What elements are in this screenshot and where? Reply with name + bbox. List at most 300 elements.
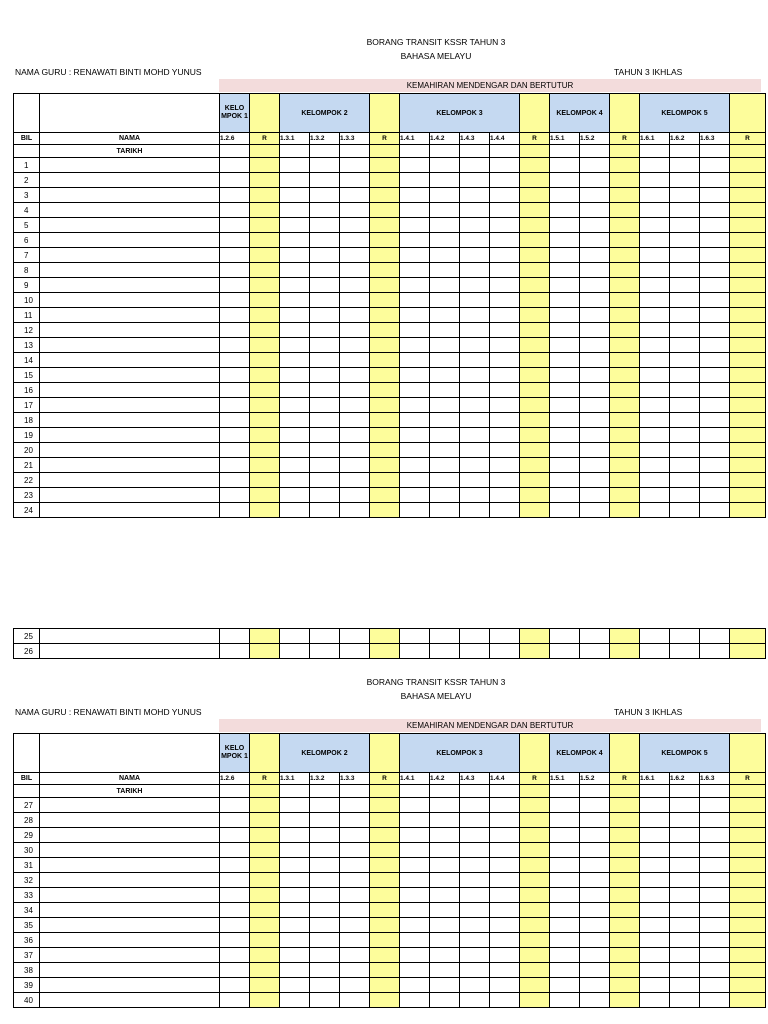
r-score-cell[interactable] <box>520 353 550 368</box>
tarikh-cell[interactable] <box>310 785 340 798</box>
r-score-cell[interactable] <box>730 188 766 203</box>
r-score-cell[interactable] <box>250 278 280 293</box>
r-score-cell[interactable] <box>520 473 550 488</box>
score-cell[interactable] <box>430 933 460 948</box>
score-cell[interactable] <box>280 933 310 948</box>
score-cell[interactable] <box>280 503 310 518</box>
score-cell[interactable] <box>490 903 520 918</box>
score-cell[interactable] <box>280 843 310 858</box>
score-cell[interactable] <box>400 323 430 338</box>
r-score-cell[interactable] <box>730 158 766 173</box>
score-cell[interactable] <box>430 993 460 1008</box>
score-cell[interactable] <box>550 368 580 383</box>
score-cell[interactable] <box>310 978 340 993</box>
r-score-cell[interactable] <box>610 293 640 308</box>
student-name-cell[interactable] <box>40 293 220 308</box>
score-cell[interactable] <box>700 413 730 428</box>
score-cell[interactable] <box>580 383 610 398</box>
r-score-cell[interactable] <box>730 458 766 473</box>
r-score-cell[interactable] <box>250 843 280 858</box>
score-cell[interactable] <box>490 398 520 413</box>
score-cell[interactable] <box>310 963 340 978</box>
score-cell[interactable] <box>580 413 610 428</box>
score-cell[interactable] <box>430 188 460 203</box>
r-score-cell[interactable] <box>370 458 400 473</box>
score-cell[interactable] <box>280 188 310 203</box>
score-cell[interactable] <box>700 188 730 203</box>
score-cell[interactable] <box>550 278 580 293</box>
score-cell[interactable] <box>580 173 610 188</box>
student-name-cell[interactable] <box>40 798 220 813</box>
score-cell[interactable] <box>490 503 520 518</box>
tarikh-cell[interactable] <box>700 785 730 798</box>
score-cell[interactable] <box>430 413 460 428</box>
score-cell[interactable] <box>280 644 310 659</box>
score-cell[interactable] <box>220 978 250 993</box>
score-cell[interactable] <box>400 828 430 843</box>
score-cell[interactable] <box>550 218 580 233</box>
score-cell[interactable] <box>310 443 340 458</box>
score-cell[interactable] <box>700 158 730 173</box>
r-score-cell[interactable] <box>370 413 400 428</box>
score-cell[interactable] <box>340 993 370 1008</box>
score-cell[interactable] <box>490 413 520 428</box>
score-cell[interactable] <box>700 473 730 488</box>
score-cell[interactable] <box>490 458 520 473</box>
tarikh-cell[interactable] <box>640 145 670 158</box>
r-score-cell[interactable] <box>610 963 640 978</box>
r-score-cell[interactable] <box>730 933 766 948</box>
score-cell[interactable] <box>400 188 430 203</box>
score-cell[interactable] <box>400 978 430 993</box>
score-cell[interactable] <box>580 188 610 203</box>
r-score-cell[interactable] <box>250 383 280 398</box>
r-score-cell[interactable] <box>520 993 550 1008</box>
score-cell[interactable] <box>220 368 250 383</box>
tarikh-cell[interactable] <box>610 145 640 158</box>
r-score-cell[interactable] <box>250 458 280 473</box>
score-cell[interactable] <box>550 263 580 278</box>
score-cell[interactable] <box>310 873 340 888</box>
score-cell[interactable] <box>460 798 490 813</box>
r-score-cell[interactable] <box>730 428 766 443</box>
score-cell[interactable] <box>400 443 430 458</box>
score-cell[interactable] <box>700 383 730 398</box>
score-cell[interactable] <box>550 963 580 978</box>
score-cell[interactable] <box>340 323 370 338</box>
score-cell[interactable] <box>580 233 610 248</box>
r-score-cell[interactable] <box>370 428 400 443</box>
score-cell[interactable] <box>640 293 670 308</box>
score-cell[interactable] <box>310 903 340 918</box>
score-cell[interactable] <box>340 488 370 503</box>
score-cell[interactable] <box>700 203 730 218</box>
score-cell[interactable] <box>670 413 700 428</box>
score-cell[interactable] <box>310 798 340 813</box>
score-cell[interactable] <box>310 203 340 218</box>
score-cell[interactable] <box>580 488 610 503</box>
score-cell[interactable] <box>580 458 610 473</box>
r-score-cell[interactable] <box>730 473 766 488</box>
r-score-cell[interactable] <box>370 888 400 903</box>
score-cell[interactable] <box>580 218 610 233</box>
r-score-cell[interactable] <box>610 888 640 903</box>
score-cell[interactable] <box>340 428 370 443</box>
student-name-cell[interactable] <box>40 158 220 173</box>
r-score-cell[interactable] <box>370 188 400 203</box>
score-cell[interactable] <box>460 278 490 293</box>
r-score-cell[interactable] <box>610 428 640 443</box>
score-cell[interactable] <box>280 903 310 918</box>
score-cell[interactable] <box>280 978 310 993</box>
r-score-cell[interactable] <box>730 413 766 428</box>
score-cell[interactable] <box>700 443 730 458</box>
student-name-cell[interactable] <box>40 428 220 443</box>
r-score-cell[interactable] <box>250 233 280 248</box>
r-score-cell[interactable] <box>730 918 766 933</box>
score-cell[interactable] <box>640 993 670 1008</box>
r-score-cell[interactable] <box>250 918 280 933</box>
r-score-cell[interactable] <box>610 443 640 458</box>
r-score-cell[interactable] <box>520 933 550 948</box>
score-cell[interactable] <box>280 798 310 813</box>
score-cell[interactable] <box>460 828 490 843</box>
score-cell[interactable] <box>400 918 430 933</box>
score-cell[interactable] <box>700 338 730 353</box>
score-cell[interactable] <box>490 383 520 398</box>
score-cell[interactable] <box>490 278 520 293</box>
score-cell[interactable] <box>700 858 730 873</box>
score-cell[interactable] <box>460 644 490 659</box>
student-name-cell[interactable] <box>40 873 220 888</box>
score-cell[interactable] <box>430 248 460 263</box>
score-cell[interactable] <box>670 368 700 383</box>
tarikh-cell[interactable] <box>520 145 550 158</box>
score-cell[interactable] <box>460 428 490 443</box>
r-score-cell[interactable] <box>610 368 640 383</box>
r-score-cell[interactable] <box>370 203 400 218</box>
r-score-cell[interactable] <box>610 263 640 278</box>
score-cell[interactable] <box>430 173 460 188</box>
r-score-cell[interactable] <box>250 629 280 644</box>
score-cell[interactable] <box>670 473 700 488</box>
score-cell[interactable] <box>400 278 430 293</box>
student-name-cell[interactable] <box>40 503 220 518</box>
r-score-cell[interactable] <box>370 828 400 843</box>
score-cell[interactable] <box>310 993 340 1008</box>
score-cell[interactable] <box>580 798 610 813</box>
score-cell[interactable] <box>400 458 430 473</box>
score-cell[interactable] <box>580 503 610 518</box>
score-cell[interactable] <box>400 629 430 644</box>
score-cell[interactable] <box>670 993 700 1008</box>
r-score-cell[interactable] <box>370 488 400 503</box>
score-cell[interactable] <box>550 503 580 518</box>
score-cell[interactable] <box>670 828 700 843</box>
score-cell[interactable] <box>220 428 250 443</box>
score-cell[interactable] <box>310 813 340 828</box>
score-cell[interactable] <box>340 263 370 278</box>
score-cell[interactable] <box>580 248 610 263</box>
score-cell[interactable] <box>460 368 490 383</box>
r-score-cell[interactable] <box>370 948 400 963</box>
score-cell[interactable] <box>580 644 610 659</box>
score-cell[interactable] <box>490 843 520 858</box>
score-cell[interactable] <box>340 933 370 948</box>
r-score-cell[interactable] <box>610 233 640 248</box>
score-cell[interactable] <box>670 158 700 173</box>
score-cell[interactable] <box>580 843 610 858</box>
score-cell[interactable] <box>340 158 370 173</box>
student-name-cell[interactable] <box>40 383 220 398</box>
score-cell[interactable] <box>490 158 520 173</box>
score-cell[interactable] <box>550 443 580 458</box>
score-cell[interactable] <box>640 368 670 383</box>
tarikh-cell[interactable] <box>490 145 520 158</box>
r-score-cell[interactable] <box>520 813 550 828</box>
score-cell[interactable] <box>670 963 700 978</box>
score-cell[interactable] <box>640 644 670 659</box>
tarikh-cell[interactable] <box>340 145 370 158</box>
score-cell[interactable] <box>580 918 610 933</box>
score-cell[interactable] <box>220 948 250 963</box>
tarikh-cell[interactable] <box>670 785 700 798</box>
score-cell[interactable] <box>550 843 580 858</box>
score-cell[interactable] <box>430 458 460 473</box>
r-score-cell[interactable] <box>730 278 766 293</box>
score-cell[interactable] <box>550 233 580 248</box>
score-cell[interactable] <box>310 933 340 948</box>
score-cell[interactable] <box>310 503 340 518</box>
score-cell[interactable] <box>400 173 430 188</box>
score-cell[interactable] <box>640 278 670 293</box>
score-cell[interactable] <box>640 813 670 828</box>
r-score-cell[interactable] <box>610 353 640 368</box>
score-cell[interactable] <box>430 888 460 903</box>
score-cell[interactable] <box>700 798 730 813</box>
tarikh-cell[interactable] <box>370 785 400 798</box>
score-cell[interactable] <box>700 488 730 503</box>
r-score-cell[interactable] <box>520 918 550 933</box>
score-cell[interactable] <box>640 338 670 353</box>
r-score-cell[interactable] <box>250 398 280 413</box>
score-cell[interactable] <box>640 353 670 368</box>
score-cell[interactable] <box>340 503 370 518</box>
r-score-cell[interactable] <box>730 173 766 188</box>
r-score-cell[interactable] <box>370 978 400 993</box>
score-cell[interactable] <box>640 188 670 203</box>
score-cell[interactable] <box>580 203 610 218</box>
r-score-cell[interactable] <box>370 338 400 353</box>
r-score-cell[interactable] <box>250 488 280 503</box>
score-cell[interactable] <box>670 188 700 203</box>
tarikh-cell[interactable] <box>220 145 250 158</box>
r-score-cell[interactable] <box>250 203 280 218</box>
score-cell[interactable] <box>310 383 340 398</box>
score-cell[interactable] <box>460 503 490 518</box>
r-score-cell[interactable] <box>730 828 766 843</box>
r-score-cell[interactable] <box>520 188 550 203</box>
tarikh-cell[interactable] <box>730 785 766 798</box>
tarikh-cell[interactable] <box>310 145 340 158</box>
score-cell[interactable] <box>580 293 610 308</box>
r-score-cell[interactable] <box>730 858 766 873</box>
score-cell[interactable] <box>580 963 610 978</box>
r-score-cell[interactable] <box>370 173 400 188</box>
score-cell[interactable] <box>220 798 250 813</box>
score-cell[interactable] <box>640 158 670 173</box>
score-cell[interactable] <box>490 188 520 203</box>
score-cell[interactable] <box>310 488 340 503</box>
score-cell[interactable] <box>670 644 700 659</box>
score-cell[interactable] <box>220 233 250 248</box>
score-cell[interactable] <box>400 293 430 308</box>
r-score-cell[interactable] <box>610 338 640 353</box>
tarikh-cell[interactable] <box>340 785 370 798</box>
r-score-cell[interactable] <box>370 383 400 398</box>
score-cell[interactable] <box>340 218 370 233</box>
r-score-cell[interactable] <box>250 473 280 488</box>
score-cell[interactable] <box>670 629 700 644</box>
score-cell[interactable] <box>340 338 370 353</box>
score-cell[interactable] <box>580 308 610 323</box>
r-score-cell[interactable] <box>520 368 550 383</box>
score-cell[interactable] <box>550 473 580 488</box>
r-score-cell[interactable] <box>250 353 280 368</box>
r-score-cell[interactable] <box>610 188 640 203</box>
r-score-cell[interactable] <box>730 218 766 233</box>
score-cell[interactable] <box>400 644 430 659</box>
r-score-cell[interactable] <box>250 443 280 458</box>
score-cell[interactable] <box>340 948 370 963</box>
score-cell[interactable] <box>670 888 700 903</box>
tarikh-cell[interactable] <box>460 785 490 798</box>
score-cell[interactable] <box>430 398 460 413</box>
score-cell[interactable] <box>580 323 610 338</box>
score-cell[interactable] <box>400 218 430 233</box>
score-cell[interactable] <box>220 828 250 843</box>
score-cell[interactable] <box>280 473 310 488</box>
score-cell[interactable] <box>580 813 610 828</box>
score-cell[interactable] <box>490 443 520 458</box>
score-cell[interactable] <box>490 248 520 263</box>
score-cell[interactable] <box>430 278 460 293</box>
score-cell[interactable] <box>640 629 670 644</box>
r-score-cell[interactable] <box>250 368 280 383</box>
r-score-cell[interactable] <box>730 398 766 413</box>
score-cell[interactable] <box>310 948 340 963</box>
score-cell[interactable] <box>310 188 340 203</box>
score-cell[interactable] <box>340 278 370 293</box>
score-cell[interactable] <box>460 203 490 218</box>
score-cell[interactable] <box>460 338 490 353</box>
r-score-cell[interactable] <box>730 233 766 248</box>
score-cell[interactable] <box>430 293 460 308</box>
score-cell[interactable] <box>700 888 730 903</box>
student-name-cell[interactable] <box>40 993 220 1008</box>
score-cell[interactable] <box>460 458 490 473</box>
score-cell[interactable] <box>280 158 310 173</box>
score-cell[interactable] <box>310 843 340 858</box>
r-score-cell[interactable] <box>730 368 766 383</box>
score-cell[interactable] <box>430 828 460 843</box>
score-cell[interactable] <box>220 644 250 659</box>
score-cell[interactable] <box>700 278 730 293</box>
r-score-cell[interactable] <box>520 323 550 338</box>
score-cell[interactable] <box>340 858 370 873</box>
score-cell[interactable] <box>460 488 490 503</box>
score-cell[interactable] <box>460 248 490 263</box>
r-score-cell[interactable] <box>610 173 640 188</box>
score-cell[interactable] <box>550 978 580 993</box>
score-cell[interactable] <box>580 368 610 383</box>
score-cell[interactable] <box>490 813 520 828</box>
r-score-cell[interactable] <box>730 629 766 644</box>
score-cell[interactable] <box>670 948 700 963</box>
score-cell[interactable] <box>430 629 460 644</box>
r-score-cell[interactable] <box>610 993 640 1008</box>
score-cell[interactable] <box>550 158 580 173</box>
score-cell[interactable] <box>460 843 490 858</box>
r-score-cell[interactable] <box>250 978 280 993</box>
score-cell[interactable] <box>700 233 730 248</box>
score-cell[interactable] <box>400 503 430 518</box>
score-cell[interactable] <box>220 383 250 398</box>
score-cell[interactable] <box>460 813 490 828</box>
score-cell[interactable] <box>670 218 700 233</box>
student-name-cell[interactable] <box>40 933 220 948</box>
r-score-cell[interactable] <box>250 323 280 338</box>
r-score-cell[interactable] <box>250 644 280 659</box>
score-cell[interactable] <box>310 353 340 368</box>
score-cell[interactable] <box>460 473 490 488</box>
score-cell[interactable] <box>490 263 520 278</box>
score-cell[interactable] <box>310 263 340 278</box>
score-cell[interactable] <box>670 278 700 293</box>
r-score-cell[interactable] <box>610 323 640 338</box>
r-score-cell[interactable] <box>520 978 550 993</box>
score-cell[interactable] <box>340 443 370 458</box>
r-score-cell[interactable] <box>520 173 550 188</box>
score-cell[interactable] <box>280 888 310 903</box>
tarikh-cell[interactable] <box>550 785 580 798</box>
score-cell[interactable] <box>580 443 610 458</box>
r-score-cell[interactable] <box>250 338 280 353</box>
tarikh-cell[interactable] <box>280 785 310 798</box>
score-cell[interactable] <box>460 173 490 188</box>
score-cell[interactable] <box>550 308 580 323</box>
r-score-cell[interactable] <box>610 629 640 644</box>
score-cell[interactable] <box>460 903 490 918</box>
score-cell[interactable] <box>490 233 520 248</box>
score-cell[interactable] <box>430 323 460 338</box>
r-score-cell[interactable] <box>730 383 766 398</box>
student-name-cell[interactable] <box>40 488 220 503</box>
score-cell[interactable] <box>310 888 340 903</box>
score-cell[interactable] <box>460 323 490 338</box>
r-score-cell[interactable] <box>520 858 550 873</box>
score-cell[interactable] <box>490 644 520 659</box>
r-score-cell[interactable] <box>370 798 400 813</box>
r-score-cell[interactable] <box>250 428 280 443</box>
score-cell[interactable] <box>640 173 670 188</box>
r-score-cell[interactable] <box>250 933 280 948</box>
score-cell[interactable] <box>340 813 370 828</box>
r-score-cell[interactable] <box>610 978 640 993</box>
score-cell[interactable] <box>550 858 580 873</box>
score-cell[interactable] <box>220 188 250 203</box>
r-score-cell[interactable] <box>520 263 550 278</box>
